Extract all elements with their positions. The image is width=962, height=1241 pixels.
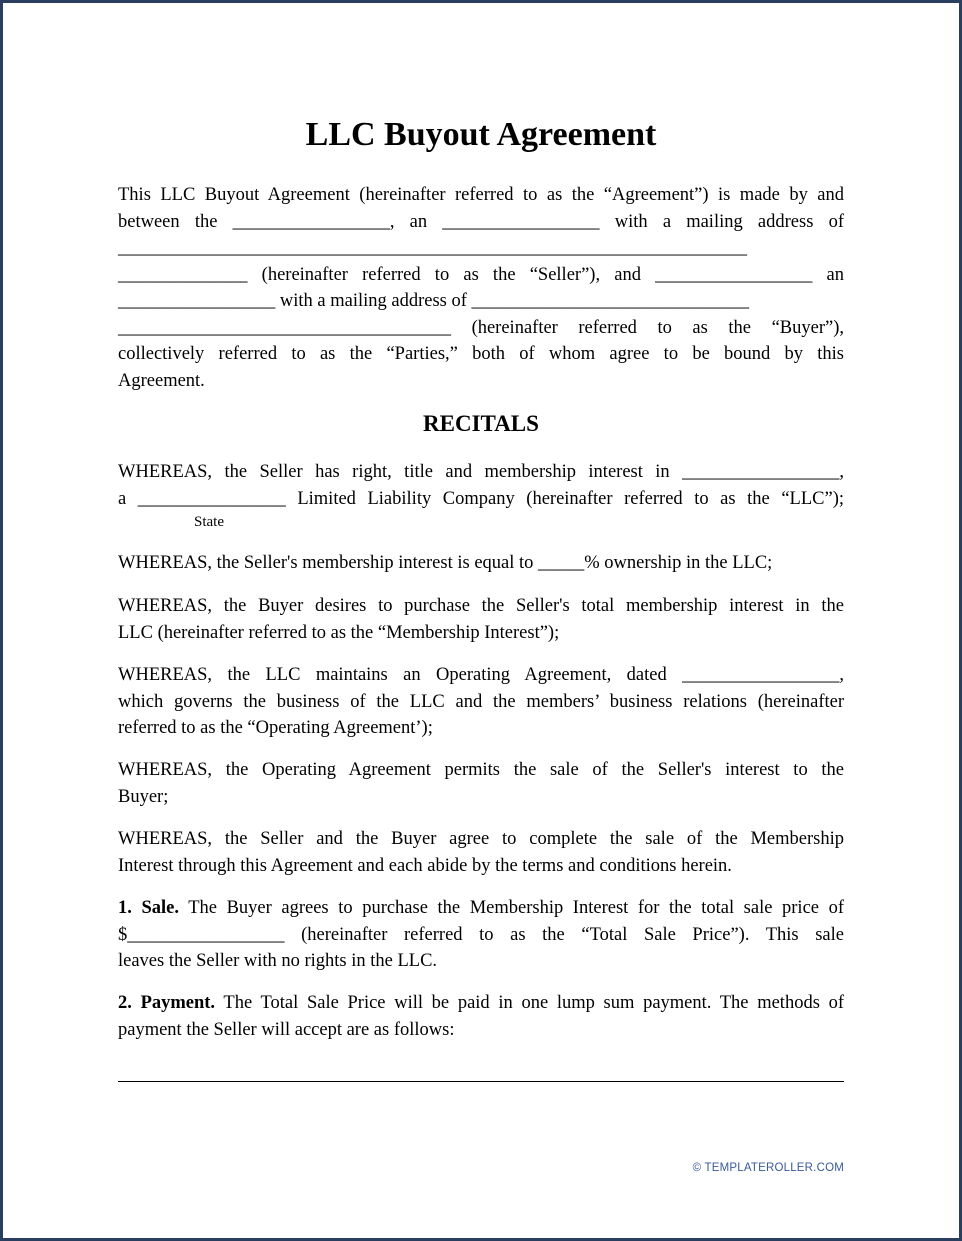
intro-line: collectively referred to as the “Parties,” both of whom agree to be bound by this [118, 344, 844, 364]
recital-line: Interest through this Agreement and each abide by the terms and conditions herein. [118, 855, 732, 876]
intro-line: Agreement. [118, 370, 205, 391]
recital-paragraph [118, 826, 844, 879]
recital-line: WHEREAS, the Seller and the Buyer agree to complete the sale of the Membership [118, 829, 844, 849]
recital-line: referred to as the “Operating Agreement’); [118, 718, 433, 738]
recital-paragraph [118, 459, 844, 512]
intro-line: ____________________________________________________________________ [118, 238, 747, 258]
recital-line: Buyer; [118, 786, 169, 807]
section-label: 2. Payment. [118, 993, 216, 1013]
payment-methods-blank-line [118, 1081, 844, 1082]
recital-line: a ________________ Limited Liability Company (hereinafter referred to as the “LLC”); [118, 488, 844, 509]
section-label: 1. Sale. [118, 898, 179, 918]
section-line [118, 895, 844, 922]
recital-line: WHEREAS, the Buyer desires to purchase the Seller's total membership interest in the [118, 596, 844, 616]
intro-line: ____________________________________ (hereinafter referred to as the “Buyer”), [118, 317, 844, 338]
intro-line: _________________ with a mailing address of ______________________________ [118, 291, 750, 311]
page-title: LLC Buyout Agreement [305, 116, 657, 153]
footer-copyright[interactable]: © TEMPLATEROLLER.COM [692, 1162, 844, 1174]
section-text: The Total Sale Price will be paid in one lump sum payment. The methods of [215, 993, 844, 1013]
section-line [118, 990, 844, 1017]
recital-paragraph [118, 662, 844, 742]
recital-paragraph [118, 593, 844, 646]
intro-paragraph [118, 182, 844, 394]
section-sale [118, 895, 844, 975]
intro-line: This LLC Buyout Agreement (hereinafter referred to as the “Agreement”) is made by and [118, 185, 844, 205]
section-line: $_________________ (hereinafter referred to as the “Total Sale Price”). This sale [118, 924, 844, 945]
recital-line: WHEREAS, the Operating Agreement permits the sale of the Seller's interest to the [118, 760, 844, 780]
recital-paragraph [118, 757, 844, 810]
section-line: payment the Seller will accept are as follows: [118, 1019, 455, 1040]
intro-line: ______________ (hereinafter referred to as the “Seller”), and _________________ an [118, 264, 844, 285]
recital-line: WHEREAS, the Seller's membership interest is equal to _____% ownership in the LLC; [118, 553, 773, 573]
recital-line: LLC (hereinafter referred to as the “Membership Interest”); [118, 622, 560, 643]
intro-line: between the _________________, an _________________ with a mailing address of [118, 211, 844, 232]
recital-line: which governs the business of the LLC and the members’ business relations (hereinafter [118, 691, 844, 712]
recital-paragraph [118, 550, 844, 577]
recital-line: WHEREAS, the Seller has right, title and membership interest in _________________, [118, 462, 844, 482]
section-payment [118, 990, 844, 1043]
recital-line: WHEREAS, the LLC maintains an Operating Agreement, dated _________________, [118, 665, 844, 685]
section-text: The Buyer agrees to purchase the Membership Interest for the total sale price of [178, 898, 844, 918]
recitals-heading: RECITALS [423, 411, 539, 436]
section-line: leaves the Seller with no rights in the LLC. [118, 951, 438, 971]
state-caption: State [194, 514, 224, 530]
